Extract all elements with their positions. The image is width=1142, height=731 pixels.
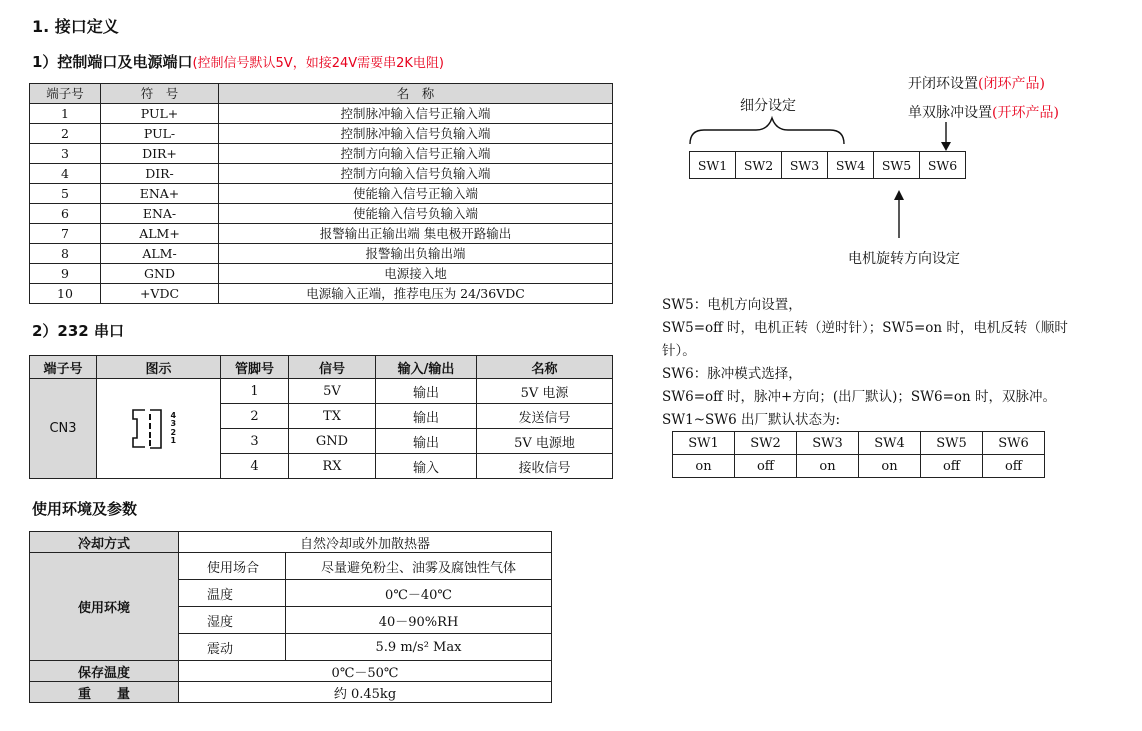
default-state-header bbox=[673, 432, 1045, 455]
cell: 8 bbox=[30, 244, 101, 264]
switch-sw1: SW1 bbox=[690, 152, 736, 179]
env-sub-value: 5.9 m/s² Max bbox=[286, 634, 552, 661]
weight-label: 重 量 bbox=[30, 682, 179, 703]
cell: 电源输入正端，推荐电压为 24/36VDC bbox=[219, 284, 613, 304]
header-signal: 信号 bbox=[289, 356, 376, 379]
pulse-mode-text: 单双脉冲设置 bbox=[908, 105, 992, 121]
pin-number: 3 bbox=[170, 419, 177, 428]
cell: GND bbox=[289, 429, 376, 454]
pin-numbers bbox=[171, 412, 177, 446]
value-sw2: off bbox=[735, 455, 797, 478]
table-row bbox=[30, 224, 613, 244]
pin-number: 4 bbox=[170, 410, 177, 420]
value-sw4: on bbox=[859, 455, 921, 478]
env-sub-label: 温度 bbox=[179, 580, 286, 607]
cell: 发送信号 bbox=[477, 404, 613, 429]
open-closed-note: (闭环产品) bbox=[978, 76, 1045, 92]
cell: 3 bbox=[30, 144, 101, 164]
header-sw5: SW5 bbox=[921, 432, 983, 455]
sw-text-line: 针）。 bbox=[662, 343, 696, 359]
value-sw1: on bbox=[673, 455, 735, 478]
cell: 电源接入地 bbox=[219, 264, 613, 284]
pin-number: 1 bbox=[170, 436, 177, 445]
cell: 5 bbox=[30, 184, 101, 204]
cell: 控制方向输入信号正输入端 bbox=[219, 144, 613, 164]
cell: ALM- bbox=[101, 244, 219, 264]
cell: 接收信号 bbox=[477, 454, 613, 479]
cell: 控制方向输入信号负输入端 bbox=[219, 164, 613, 184]
table-row bbox=[30, 204, 613, 224]
env-table bbox=[29, 531, 552, 703]
open-closed-text: 开闭环设置 bbox=[908, 76, 978, 92]
cell: 输入 bbox=[376, 454, 477, 479]
cell: PUL- bbox=[101, 124, 219, 144]
sw-text-line: SW5：电机方向设置， bbox=[662, 297, 802, 313]
cell: 5V bbox=[289, 379, 376, 404]
cell: GND bbox=[101, 264, 219, 284]
header-pin: 管脚号 bbox=[221, 356, 289, 379]
table-row bbox=[30, 164, 613, 184]
sw-description bbox=[662, 294, 1122, 432]
header-symbol: 符 号 bbox=[101, 84, 219, 104]
table-row bbox=[30, 284, 613, 304]
pin-number: 2 bbox=[170, 427, 177, 437]
serial-table bbox=[29, 355, 613, 479]
value-sw6: off bbox=[983, 455, 1045, 478]
switch-sw6: SW6 bbox=[920, 152, 966, 179]
header-sw1: SW1 bbox=[673, 432, 735, 455]
subsection-title-text: 1）控制端口及电源端口 bbox=[32, 53, 193, 71]
table-row bbox=[30, 244, 613, 264]
weight-value: 约 0.45kg bbox=[179, 682, 552, 703]
port-table-header bbox=[30, 84, 613, 104]
sw-text-line: SW6：脉冲模式选择， bbox=[662, 366, 802, 382]
cell: 控制脉冲输入信号负输入端 bbox=[219, 124, 613, 144]
cell: ALM+ bbox=[101, 224, 219, 244]
section-title: 1. 接口定义 bbox=[32, 17, 119, 36]
header-io: 输入/输出 bbox=[376, 356, 477, 379]
storage-value: 0℃－50℃ bbox=[179, 661, 552, 682]
header-name: 名 称 bbox=[219, 84, 613, 104]
env-sub-value: 40－90%RH bbox=[286, 607, 552, 634]
cooling-value: 自然冷却或外加散热器 bbox=[179, 532, 552, 553]
table-row bbox=[30, 379, 613, 404]
connector-outline-icon bbox=[129, 404, 165, 454]
brace-icon bbox=[690, 118, 844, 144]
switch-block bbox=[689, 151, 966, 179]
subsection-note: (控制信号默认5V，如接24V需要串2K电阻) bbox=[192, 56, 444, 71]
cell: 9 bbox=[30, 264, 101, 284]
value-sw5: off bbox=[921, 455, 983, 478]
direction-label: 电机旋转方向设定 bbox=[848, 251, 960, 267]
cell: 6 bbox=[30, 204, 101, 224]
env-sub-value: 0℃－40℃ bbox=[286, 580, 552, 607]
cell: 输出 bbox=[376, 429, 477, 454]
header-sw2: SW2 bbox=[735, 432, 797, 455]
cell: 报警输出正输出端 集电极开路输出 bbox=[219, 224, 613, 244]
default-state-table bbox=[672, 431, 1045, 478]
header-name: 名称 bbox=[477, 356, 613, 379]
default-state-values bbox=[673, 455, 1045, 478]
cell: 4 bbox=[30, 164, 101, 184]
header-sw6: SW6 bbox=[983, 432, 1045, 455]
cell: 1 bbox=[221, 379, 289, 404]
switch-row bbox=[690, 152, 966, 179]
sw-text-line: SW5=off 时，电机正转（逆时针）；SW5=on 时，电机反转（顺时 bbox=[662, 320, 1068, 336]
table-row bbox=[30, 124, 613, 144]
storage-label: 保存温度 bbox=[30, 661, 179, 682]
subsection-title-serial-port: 2）232 串口 bbox=[32, 322, 124, 340]
pulse-mode-note: (开环产品) bbox=[992, 105, 1059, 121]
env-sub-value: 尽量避免粉尘、油雾及腐蚀性气体 bbox=[286, 553, 552, 580]
table-row bbox=[30, 184, 613, 204]
cell: DIR- bbox=[101, 164, 219, 184]
cell: PUL+ bbox=[101, 104, 219, 124]
subsection-title-control-port bbox=[32, 51, 444, 72]
table-row bbox=[30, 144, 613, 164]
cell: 控制脉冲输入信号正输入端 bbox=[219, 104, 613, 124]
cell: DIR+ bbox=[101, 144, 219, 164]
arrow-up-icon bbox=[894, 190, 904, 200]
switch-diagram-lines bbox=[680, 110, 980, 250]
switch-sw5: SW5 bbox=[874, 152, 920, 179]
cell: 10 bbox=[30, 284, 101, 304]
cell: 3 bbox=[221, 429, 289, 454]
cell: 1 bbox=[30, 104, 101, 124]
port-table bbox=[29, 83, 613, 304]
subdivision-label: 细分设定 bbox=[740, 98, 796, 114]
table-row bbox=[30, 104, 613, 124]
cell: 报警输出负输出端 bbox=[219, 244, 613, 264]
env-label: 使用环境 bbox=[30, 553, 179, 661]
cell: ENA+ bbox=[101, 184, 219, 204]
env-sub-label: 使用场合 bbox=[179, 553, 286, 580]
cell: 2 bbox=[30, 124, 101, 144]
cell: 5V 电源地 bbox=[477, 429, 613, 454]
table-row bbox=[30, 661, 552, 682]
env-sub-label: 震动 bbox=[179, 634, 286, 661]
switch-sw2: SW2 bbox=[736, 152, 782, 179]
cell: RX bbox=[289, 454, 376, 479]
table-row bbox=[30, 532, 552, 553]
env-sub-label: 湿度 bbox=[179, 607, 286, 634]
cell: 4 bbox=[221, 454, 289, 479]
table-row bbox=[30, 553, 552, 580]
header-terminal: 端子号 bbox=[30, 356, 97, 379]
connector-icon bbox=[129, 404, 189, 454]
header-diagram: 图示 bbox=[97, 356, 221, 379]
header-terminal: 端子号 bbox=[30, 84, 101, 104]
serial-table-header bbox=[30, 356, 613, 379]
sw-text-line: SW6=off 时，脉冲+方向；(出厂默认)；SW6=on 时，双脉冲。 bbox=[662, 389, 1057, 405]
value-sw3: on bbox=[797, 455, 859, 478]
header-sw3: SW3 bbox=[797, 432, 859, 455]
env-section-title: 使用环境及参数 bbox=[32, 500, 138, 518]
cooling-label: 冷却方式 bbox=[30, 532, 179, 553]
cell: 2 bbox=[221, 404, 289, 429]
switch-sw3: SW3 bbox=[782, 152, 828, 179]
cell: 5V 电源 bbox=[477, 379, 613, 404]
table-row bbox=[30, 682, 552, 703]
switch-sw4: SW4 bbox=[828, 152, 874, 179]
cell: 使能输入信号负输入端 bbox=[219, 204, 613, 224]
connector-diagram bbox=[97, 379, 221, 479]
sw-text-line: SW1~SW6 出厂默认状态为: bbox=[662, 412, 841, 428]
open-closed-loop-label bbox=[908, 73, 1045, 93]
cell: 输出 bbox=[376, 404, 477, 429]
cell: ENA- bbox=[101, 204, 219, 224]
cell: TX bbox=[289, 404, 376, 429]
cell: 7 bbox=[30, 224, 101, 244]
cell: +VDC bbox=[101, 284, 219, 304]
terminal-cn3: CN3 bbox=[30, 379, 97, 479]
cell: 使能输入信号正输入端 bbox=[219, 184, 613, 204]
cell: 输出 bbox=[376, 379, 477, 404]
table-row bbox=[30, 264, 613, 284]
header-sw4: SW4 bbox=[859, 432, 921, 455]
arrow-down-icon bbox=[941, 142, 951, 151]
